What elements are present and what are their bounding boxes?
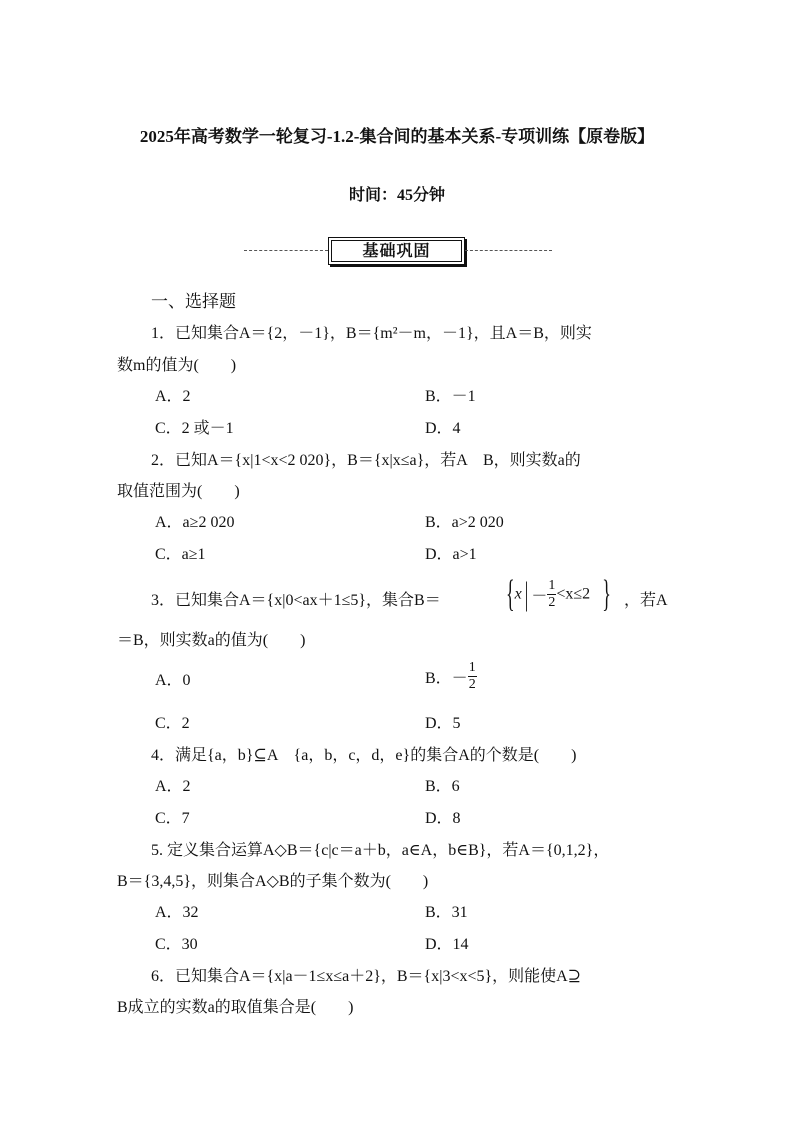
q1-option-c: C．2 或－1	[155, 420, 234, 437]
q1-option-d: D．4	[425, 420, 461, 437]
banner-left-dashline	[244, 250, 328, 251]
q6-stem-line1: 6．已知集合A＝{x|a－1≤x≤a＋2}，B＝{x|3<x<5}，则能使A⊇	[151, 968, 582, 985]
q3-option-b-fraction	[468, 660, 477, 693]
section-heading: 一、选择题	[151, 292, 236, 311]
banner-right-dashline	[465, 250, 552, 251]
q5-option-d: D．14	[425, 936, 469, 953]
q3-stem-line1-end: ，若A	[624, 592, 668, 609]
q3-set-close-brace: }	[602, 572, 611, 615]
q5-option-c: C．30	[155, 936, 198, 953]
q3-option-a: A．0	[155, 672, 191, 689]
q1-stem-line1: 1．已知集合A＝{2，－1}，B＝{m²－m，－1}，且A＝B，则实	[151, 325, 592, 342]
q3-frac-denominator: 2	[548, 595, 556, 610]
q3-set-condition: <x≤2	[556, 585, 591, 603]
q5-stem-line1: 5. 定义集合运算A◇B＝{c|c＝a＋b，a∈A，b∈B}，若A＝{0,1,2}，	[151, 842, 610, 859]
time-limit: 时间：45分钟	[348, 187, 445, 204]
q3-option-b-denominator: 2	[468, 677, 476, 692]
q4-option-a: A．2	[155, 778, 191, 795]
q3-set-bar: |	[524, 575, 529, 612]
q4-option-c: C．7	[155, 810, 190, 827]
q2-option-c: C．a≥1	[155, 546, 206, 563]
q2-stem-line2: 取值范围为( )	[117, 483, 240, 500]
q2-option-d: D．a>1	[425, 546, 477, 563]
q3-stem-line2: ＝B，则实数a的值为( )	[117, 632, 306, 649]
q2-stem-line1: 2．已知A＝{x|1<x<2 020}，B＝{x|x≤a}，若A B，则实数a的	[151, 452, 581, 469]
q3-set-b	[506, 572, 611, 624]
q4-option-d: D．8	[425, 810, 461, 827]
q3-stem-line1-start: 3．已知集合A＝{x|0<ax＋1≤5}，集合B＝	[151, 592, 441, 609]
q2-option-b: B．a>2 020	[425, 514, 504, 531]
banner-label: 基础巩固	[331, 240, 462, 262]
q4-stem-line1: 4．满足{a，b}⊆A {a，b，c，d，e}的集合A的个数是( )	[151, 747, 577, 764]
q4-option-b: B．6	[425, 778, 460, 795]
section-banner	[244, 237, 552, 265]
q3-set-var: x	[514, 585, 522, 603]
q5-stem-line2: B＝{3,4,5}，则集合A◇B的子集个数为( )	[117, 873, 429, 890]
q1-option-b: B．－1	[425, 388, 476, 405]
q3-option-b	[425, 660, 477, 700]
q5-option-a: A．32	[155, 904, 199, 921]
q3-option-b-numerator: 1	[468, 660, 476, 675]
q3-option-d: D．5	[425, 715, 461, 732]
q3-set-open-brace: {	[506, 572, 515, 615]
q3-frac-numerator: 1	[548, 578, 556, 593]
q6-stem-line2: B成立的实数a的取值集合是( )	[117, 999, 354, 1016]
q3-set-minus: －	[531, 588, 548, 605]
q3-option-b-label: B．－	[425, 670, 468, 687]
q2-option-a: A．a≥2 020	[155, 514, 235, 531]
q1-stem-line2: 数m的值为( )	[117, 357, 237, 374]
document-title: 2025年高考数学一轮复习-1.2-集合间的基本关系-专项训练【原卷版】	[139, 127, 655, 146]
banner-box	[328, 237, 465, 265]
q1-option-a: A．2	[155, 388, 191, 405]
q3-option-c: C．2	[155, 715, 190, 732]
q5-option-b: B．31	[425, 904, 468, 921]
